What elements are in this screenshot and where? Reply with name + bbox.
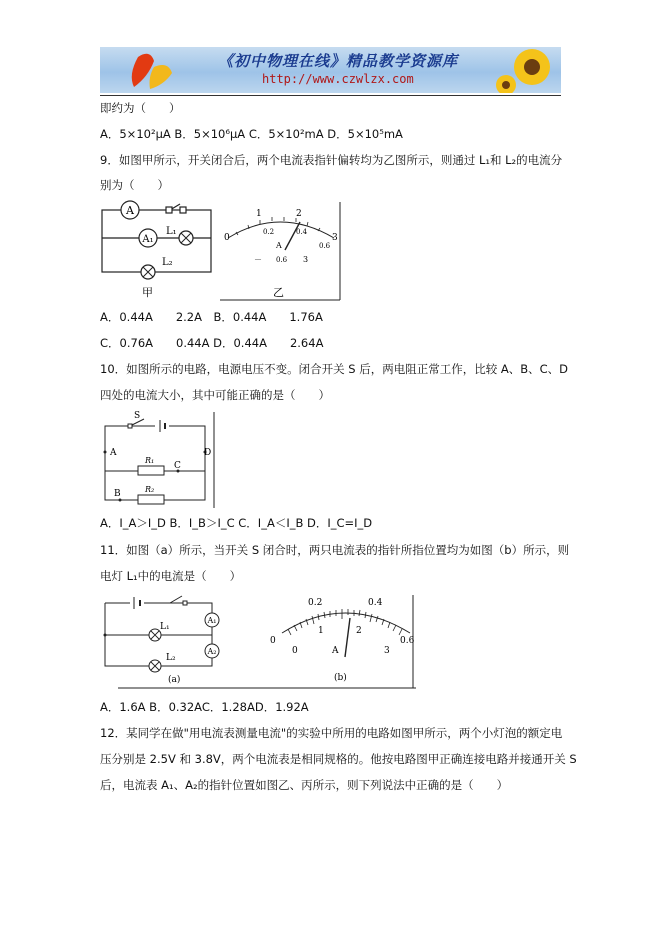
- svg-text:0.6: 0.6: [276, 256, 288, 264]
- svg-text:0.6: 0.6: [319, 242, 331, 250]
- resistor-R1: [138, 456, 164, 475]
- sunflower-icon: [492, 47, 561, 93]
- svg-text:R₁: R₁: [145, 456, 155, 465]
- svg-text:A: A: [332, 646, 339, 656]
- q11-options: A．1.6A B．0.32AC．1.28AD．1.92A: [100, 700, 309, 714]
- svg-text:0.2: 0.2: [308, 598, 323, 608]
- svg-text:0.6: 0.6: [400, 636, 415, 646]
- battery: [155, 420, 169, 432]
- ammeter-A2-a: [205, 644, 219, 658]
- q9-options-line2: C．0.76A 0.44A D．0.44A 2.64A: [100, 336, 324, 350]
- svg-text:L₁: L₁: [166, 226, 177, 237]
- svg-text:0.4: 0.4: [368, 598, 383, 608]
- switch-a: [170, 596, 187, 605]
- svg-text:3: 3: [303, 255, 309, 264]
- q12-line2: 压分别是 2.5V 和 3.8V，两个电流表是相同规格的。他按电路图甲正确连接电路并接通开关 S: [100, 752, 577, 766]
- svg-text:1: 1: [318, 626, 324, 636]
- q9-figure: [100, 200, 345, 302]
- svg-text:S: S: [134, 411, 141, 421]
- svg-text:L₂: L₂: [166, 653, 176, 663]
- svg-text:B: B: [114, 489, 121, 499]
- svg-text:A₂: A₂: [207, 647, 217, 656]
- svg-text:A: A: [110, 448, 117, 458]
- lamp-L1: [166, 226, 193, 245]
- ammeter-A: [121, 201, 139, 219]
- svg-text:2: 2: [296, 209, 302, 219]
- meter-yi-ticks: [236, 217, 320, 235]
- ammeter-A1-a: [205, 613, 219, 627]
- q10-stem-line1: 10．如图所示的电路，电源电压不变。闭合开关 S 后，两电阻正常工作，比较 A、B、C、D: [100, 362, 569, 376]
- lamp-L1-a: [149, 622, 170, 641]
- label-jia: 甲: [142, 286, 153, 299]
- banner-title: 《初中物理在线》精品教学资源库: [218, 52, 459, 70]
- svg-text:0.4: 0.4: [296, 228, 308, 236]
- lamp-L2: [141, 257, 173, 279]
- switch: [166, 204, 186, 213]
- q11-stem-line2: 电灯 L₁中的电流是（ ）: [100, 569, 242, 583]
- meter-b-dial: [282, 613, 410, 633]
- svg-text:L₁: L₁: [160, 622, 170, 632]
- svg-text:1: 1: [256, 209, 262, 219]
- battery-a: [130, 597, 144, 609]
- q10-figure: [100, 410, 220, 508]
- header-banner: [100, 47, 561, 93]
- svg-text:3: 3: [332, 233, 338, 243]
- svg-text:R₂: R₂: [145, 485, 155, 494]
- svg-text:－: －: [254, 255, 262, 264]
- svg-text:C: C: [174, 461, 181, 471]
- svg-text:0: 0: [270, 636, 276, 646]
- header-rule: [100, 95, 561, 96]
- q9-stem-line1: 9．如图甲所示，开关闭合后，两个电流表指针偏转均为乙图所示，则通过 L₁和 L₂的电流分: [100, 153, 563, 167]
- banner-url: http://www.czwlzx.com: [262, 72, 414, 86]
- caption-b: (b): [334, 673, 347, 683]
- q11-figure: [100, 593, 416, 690]
- ammeter-A1: [139, 229, 157, 247]
- meter-yi-pointer: [285, 222, 300, 250]
- svg-text:0: 0: [224, 233, 230, 243]
- q10-options: A．I_A＞I_D B．I_B＞I_C C．I_A＜I_B D．I_C=I_D: [100, 516, 373, 530]
- q12-line1: 12．某同学在做"用电流表测量电流"的实验中所用的电路如图甲所示，两个小灯泡的额定电: [100, 726, 563, 740]
- svg-text:2: 2: [356, 626, 362, 636]
- q10-stem-line2: 四处的电流大小，其中可能正确的是（ ）: [100, 388, 330, 402]
- svg-text:A: A: [126, 204, 134, 217]
- svg-text:A: A: [276, 241, 282, 250]
- svg-text:0: 0: [292, 646, 298, 656]
- svg-text:3: 3: [384, 646, 390, 656]
- q8-stem: 即约为（ ）: [100, 101, 181, 115]
- label-yi: 乙: [273, 286, 284, 299]
- caption-a: (a): [168, 675, 181, 685]
- lamp-L2-a: [149, 653, 176, 672]
- meter-b-pointer: [345, 618, 350, 657]
- svg-text:D: D: [204, 448, 212, 458]
- svg-text:0.2: 0.2: [263, 228, 275, 236]
- svg-text:A₁: A₁: [142, 234, 154, 245]
- q9-stem-line2: 别为（ ）: [100, 178, 169, 192]
- svg-text:L₂: L₂: [162, 257, 173, 268]
- meter-yi-dial: [228, 222, 334, 238]
- q11-stem-line1: 11．如图（a）所示，当开关 S 闭合时，两只电流表的指针所指位置均为如图（b）所示，则: [100, 543, 570, 557]
- q8-options: A．5×10²μA B．5×10⁶μA C．5×10²mA D．5×10⁵mA: [100, 127, 403, 141]
- logo-icon: [120, 47, 190, 93]
- q9-options-line1: A．0.44A 2.2A B．0.44A 1.76A: [100, 310, 323, 324]
- resistor-R2: [138, 485, 164, 504]
- svg-text:A₁: A₁: [207, 616, 217, 625]
- q12-line3: 后，电流表 A₁、A₂的指针位置如图乙、丙所示，则下列说法中正确的是（ ）: [100, 778, 509, 792]
